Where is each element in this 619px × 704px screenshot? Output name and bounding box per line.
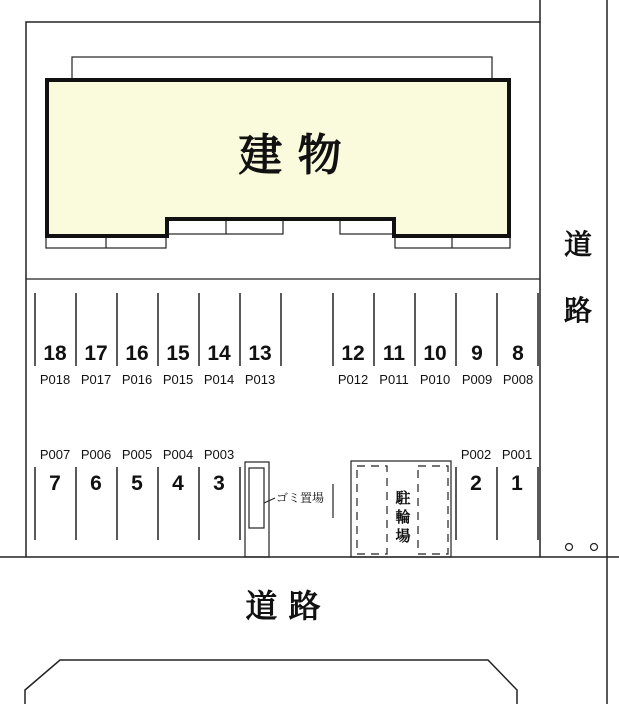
stall-code-p018: P018	[39, 372, 71, 387]
stall-code-p005: P005	[121, 447, 153, 462]
road-bottom-label: 道 路	[245, 587, 321, 625]
stall-code-p010: P010	[419, 372, 451, 387]
bicycle-rack-left	[357, 466, 387, 554]
stall-code-p002: P002	[460, 447, 492, 462]
stall-code-p001: P001	[501, 447, 533, 462]
building-eave	[72, 57, 492, 79]
stall-number-3: 3	[213, 472, 225, 495]
stall-code-p003: P003	[203, 447, 235, 462]
garbage-bin	[249, 468, 264, 528]
stall-number-8: 8	[512, 342, 524, 365]
stall-number-5: 5	[131, 472, 143, 495]
stall-number-12: 12	[341, 342, 365, 365]
road-right-label-bottom: 路	[563, 294, 593, 327]
stall-number-14: 14	[207, 342, 231, 365]
stall-number-10: 10	[423, 342, 447, 365]
stall-code-p008: P008	[502, 372, 534, 387]
building-label: 建 物	[238, 130, 342, 181]
stall-code-p015: P015	[162, 372, 194, 387]
stall-number-11: 11	[382, 342, 406, 365]
bicycle-label-1: 駐	[395, 489, 411, 507]
stall-number-13: 13	[248, 342, 272, 365]
bicycle-label-3: 場	[395, 527, 411, 545]
stall-code-p014: P014	[203, 372, 235, 387]
road-right-label-top: 道	[563, 228, 593, 261]
stall-number-18: 18	[43, 342, 67, 365]
stall-number-9: 9	[471, 342, 483, 365]
stall-code-p012: P012	[337, 372, 369, 387]
stall-number-2: 2	[470, 472, 482, 495]
stall-code-p009: P009	[461, 372, 493, 387]
stall-number-15: 15	[166, 342, 190, 365]
garbage-label: ゴミ置場	[276, 491, 325, 505]
bicycle-rack-right	[418, 466, 448, 554]
stall-code-p007: P007	[39, 447, 71, 462]
marker-circle-left	[566, 544, 573, 551]
stall-number-17: 17	[84, 342, 108, 365]
opposite-block-outline	[25, 660, 517, 704]
stall-code-p016: P016	[121, 372, 153, 387]
stall-code-p004: P004	[162, 447, 194, 462]
stall-number-4: 4	[172, 472, 184, 495]
marker-circle-right	[591, 544, 598, 551]
bicycle-label-2: 輪	[395, 508, 411, 526]
stall-code-p017: P017	[80, 372, 112, 387]
stall-number-7: 7	[49, 472, 61, 495]
stall-number-6: 6	[90, 472, 102, 495]
stall-code-p006: P006	[80, 447, 112, 462]
stall-number-1: 1	[511, 472, 523, 495]
top-row-stall-lines	[35, 293, 538, 366]
stall-number-16: 16	[125, 342, 149, 365]
stall-code-p011: P011	[379, 372, 409, 387]
stall-code-p013: P013	[244, 372, 276, 387]
